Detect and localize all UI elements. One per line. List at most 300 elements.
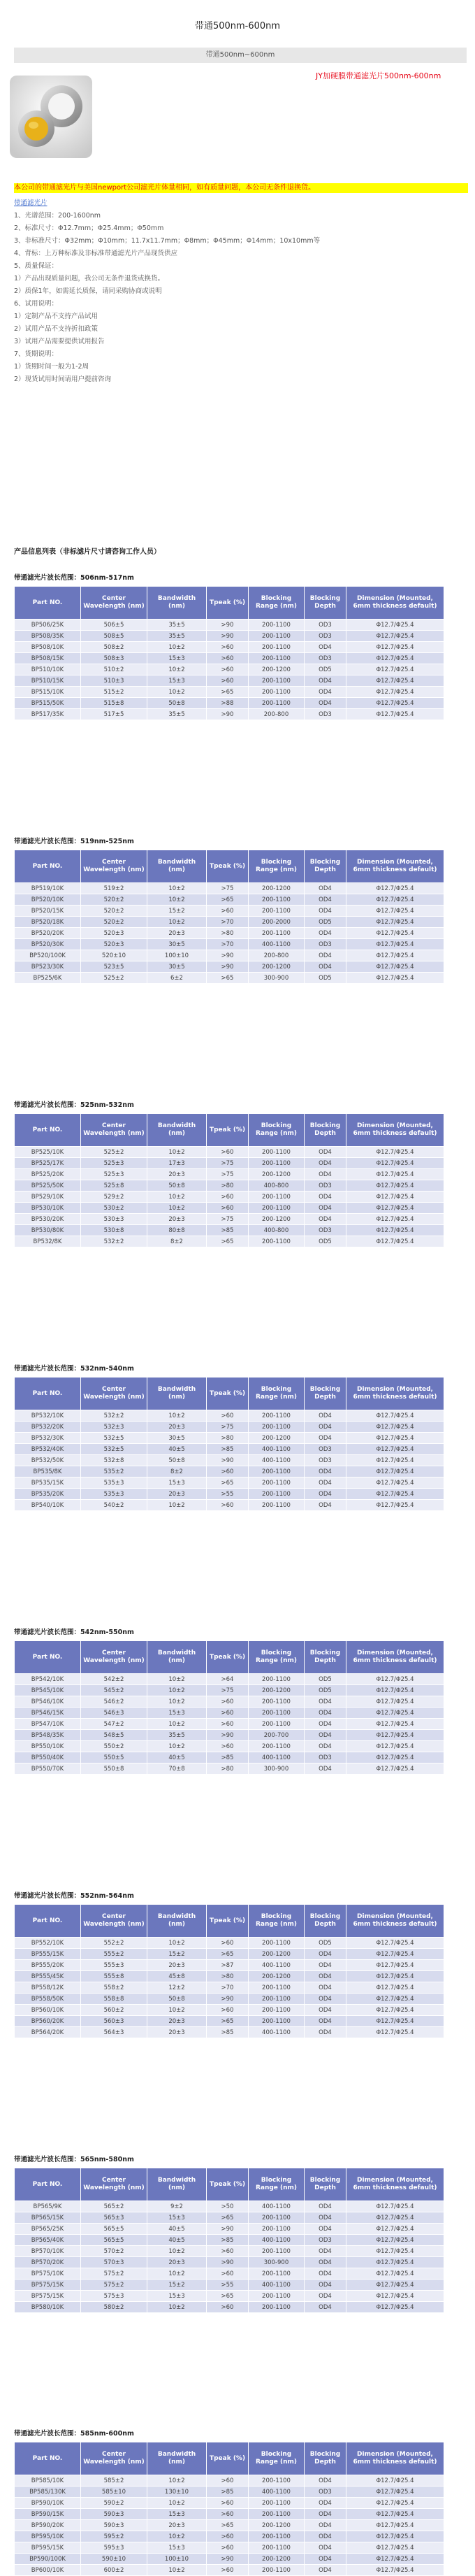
- table-cell: 10±2: [147, 883, 207, 894]
- spec-line: 7、货期说明：: [14, 350, 59, 358]
- table-cell: BP555/15K: [15, 1949, 81, 1960]
- table-cell: OD3: [305, 939, 346, 950]
- table-cell: OD4: [305, 1433, 346, 1444]
- table-cell: >88: [207, 698, 249, 709]
- table-row: [15, 1500, 444, 1511]
- table-cell: Φ12.7/Φ25.4: [346, 1696, 444, 1708]
- table-cell: Φ12.7/Φ25.4: [346, 675, 444, 687]
- table-cell: BP585/10K: [15, 2475, 81, 2486]
- table-row: [15, 1444, 444, 1455]
- table-header-row: [15, 1114, 444, 1147]
- table-cell: OD4: [305, 883, 346, 894]
- table-cell: 200-1100: [249, 2565, 305, 2576]
- table-cell: OD4: [305, 2531, 346, 2542]
- table-row: [15, 631, 444, 642]
- column-header: Tpeak (%): [207, 1114, 249, 1147]
- table-cell: 35±5: [147, 631, 207, 642]
- table-cell: >75: [207, 1214, 249, 1225]
- table-cell: BP530/20K: [15, 1214, 81, 1225]
- table-cell: 519±2: [81, 883, 147, 894]
- table-cell: BP590/20K: [15, 2520, 81, 2531]
- table-cell: BP560/20K: [15, 2016, 81, 2027]
- table-cell: 525±3: [81, 1169, 147, 1180]
- table-cell: 15±2: [147, 1949, 207, 1960]
- table-cell: 10±2: [147, 2005, 207, 2016]
- table-cell: BP532/8K: [15, 1236, 81, 1247]
- table-cell: 20±3: [147, 2520, 207, 2531]
- table-cell: BP520/20K: [15, 928, 81, 939]
- table-cell: BP506/25K: [15, 620, 81, 631]
- column-header: Dimension (Mounted, 6mm thickness default): [346, 1114, 444, 1147]
- table-cell: BP595/15K: [15, 2542, 81, 2554]
- table-cell: 558±2: [81, 1982, 147, 1994]
- table-cell: 200-1100: [249, 2475, 305, 2486]
- product-section: [14, 1098, 444, 1247]
- table-cell: 200-1200: [249, 1169, 305, 1180]
- table-cell: Φ12.7/Φ25.4: [346, 2291, 444, 2302]
- table-header-row: [15, 1905, 444, 1938]
- table-cell: Φ12.7/Φ25.4: [346, 2212, 444, 2224]
- table-cell: 400-800: [249, 1225, 305, 1236]
- column-header: Blocking Range (nm): [249, 1114, 305, 1147]
- table-cell: 100±10: [147, 950, 207, 961]
- table-cell: 200-1100: [249, 1192, 305, 1203]
- table-row: [15, 2005, 444, 2016]
- table-cell: >80: [207, 1763, 249, 1775]
- table-row: [15, 1169, 444, 1180]
- table-cell: 200-800: [249, 950, 305, 961]
- column-header: Blocking Range (nm): [249, 2168, 305, 2201]
- table-cell: OD4: [305, 2302, 346, 2313]
- table-cell: 555±3: [81, 1960, 147, 1971]
- table-cell: 600±2: [81, 2565, 147, 2576]
- table-cell: 506±5: [81, 620, 147, 631]
- spec-line: 3、非标准尺寸：Φ32mm；Φ10mm；11.7x11.7mm；Φ8mm；Φ45mm；Φ14mm；10x10mm等: [14, 237, 321, 245]
- table-cell: 10±2: [147, 2246, 207, 2257]
- table-cell: >60: [207, 1719, 249, 1730]
- spec-heading[interactable]: 带通滤光片: [14, 199, 48, 207]
- table-cell: 532±5: [81, 1444, 147, 1455]
- table-cell: Φ12.7/Φ25.4: [346, 1444, 444, 1455]
- table-cell: Φ12.7/Φ25.4: [346, 1500, 444, 1511]
- table-row: [15, 950, 444, 961]
- table-cell: 200-1200: [249, 1214, 305, 1225]
- table-row: [15, 675, 444, 687]
- table-cell: 400-1100: [249, 2027, 305, 2038]
- table-cell: BP542/10K: [15, 1674, 81, 1685]
- table-row: [15, 1696, 444, 1708]
- table-cell: Φ12.7/Φ25.4: [346, 1674, 444, 1685]
- table-row: [15, 2257, 444, 2268]
- table-cell: Φ12.7/Φ25.4: [346, 1763, 444, 1775]
- table-row: [15, 687, 444, 698]
- table-cell: 200-1100: [249, 1158, 305, 1169]
- table-cell: >90: [207, 709, 249, 720]
- table-cell: 520±3: [81, 939, 147, 950]
- table-cell: BP508/15K: [15, 653, 81, 664]
- table-cell: 590±3: [81, 2520, 147, 2531]
- column-header: Bandwidth (nm): [147, 587, 207, 620]
- table-cell: 565±5: [81, 2224, 147, 2235]
- table-row: [15, 1685, 444, 1696]
- table-row: [15, 2027, 444, 2038]
- column-header: Tpeak (%): [207, 1905, 249, 1938]
- table-cell: BP532/40K: [15, 1444, 81, 1455]
- table-cell: 585±2: [81, 2475, 147, 2486]
- table-cell: Φ12.7/Φ25.4: [346, 1685, 444, 1696]
- table-cell: BP519/10K: [15, 883, 81, 894]
- table-cell: OD4: [305, 1960, 346, 1971]
- table-cell: 200-1100: [249, 2542, 305, 2554]
- table-cell: OD4: [305, 2475, 346, 2486]
- table-cell: Φ12.7/Φ25.4: [346, 631, 444, 642]
- product-section: [14, 2426, 444, 2576]
- table-cell: OD5: [305, 1685, 346, 1696]
- table-cell: Φ12.7/Φ25.4: [346, 2235, 444, 2246]
- table-cell: BP558/50K: [15, 1994, 81, 2005]
- table-cell: 552±2: [81, 1938, 147, 1949]
- table-cell: 515±2: [81, 687, 147, 698]
- table-cell: >50: [207, 2201, 249, 2212]
- table-cell: Φ12.7/Φ25.4: [346, 2498, 444, 2509]
- table-cell: Φ12.7/Φ25.4: [346, 1949, 444, 1960]
- table-cell: >65: [207, 894, 249, 906]
- product-section: [14, 1889, 444, 2038]
- table-cell: 548±5: [81, 1730, 147, 1741]
- table-cell: Φ12.7/Φ25.4: [346, 1192, 444, 1203]
- table-cell: >90: [207, 631, 249, 642]
- table-cell: Φ12.7/Φ25.4: [346, 709, 444, 720]
- table-cell: Φ12.7/Φ25.4: [346, 1236, 444, 1247]
- table-cell: OD4: [305, 1696, 346, 1708]
- table-cell: OD3: [305, 1225, 346, 1236]
- table-cell: OD3: [305, 2486, 346, 2498]
- table-row: [15, 2542, 444, 2554]
- table-cell: BP525/20K: [15, 1169, 81, 1180]
- table-cell: >55: [207, 2280, 249, 2291]
- spec-line: 6、试用说明：: [14, 300, 59, 308]
- table-cell: OD4: [305, 1422, 346, 1433]
- table-cell: 200-1100: [249, 928, 305, 939]
- table-cell: 200-1100: [249, 906, 305, 917]
- column-header: Dimension (Mounted, 6mm thickness default): [346, 1378, 444, 1410]
- table-cell: 575±2: [81, 2268, 147, 2280]
- table-cell: 530±8: [81, 1225, 147, 1236]
- column-header: Tpeak (%): [207, 587, 249, 620]
- table-header-row: [15, 1641, 444, 1674]
- table-cell: 17±3: [147, 1158, 207, 1169]
- table-cell: >90: [207, 1730, 249, 1741]
- table-cell: BP535/15K: [15, 1477, 81, 1489]
- table-cell: OD4: [305, 894, 346, 906]
- table-cell: 20±3: [147, 1960, 207, 1971]
- column-header: Center Wavelength (nm): [81, 2442, 147, 2475]
- table-cell: 520±2: [81, 894, 147, 906]
- table-cell: BP590/100K: [15, 2554, 81, 2565]
- table-cell: >65: [207, 973, 249, 984]
- table-cell: >75: [207, 1685, 249, 1696]
- product-hero: [0, 70, 475, 175]
- product-section: [14, 1625, 444, 1775]
- spec-line: 1）产品出现质量问题，我公司无条件退货或换货。: [14, 275, 165, 282]
- table-row: [15, 2235, 444, 2246]
- table-cell: OD5: [305, 973, 346, 984]
- table-cell: 200-1100: [249, 2224, 305, 2235]
- table-cell: >60: [207, 2498, 249, 2509]
- table-cell: 200-1100: [249, 675, 305, 687]
- table-cell: BP535/20K: [15, 1489, 81, 1500]
- table-row: [15, 883, 444, 894]
- column-header: Center Wavelength (nm): [81, 850, 147, 883]
- product-table: [14, 1113, 444, 1247]
- table-cell: 546±3: [81, 1708, 147, 1719]
- table-cell: 20±3: [147, 2016, 207, 2027]
- table-cell: OD4: [305, 2005, 346, 2016]
- table-cell: 575±3: [81, 2291, 147, 2302]
- table-cell: Φ12.7/Φ25.4: [346, 917, 444, 928]
- table-cell: OD4: [305, 1410, 346, 1422]
- table-cell: >60: [207, 653, 249, 664]
- table-cell: >60: [207, 2509, 249, 2520]
- spec-line: 2）质保1年，如需延长质保，请同采购协商或说明: [14, 287, 162, 295]
- table-cell: Φ12.7/Φ25.4: [346, 1730, 444, 1741]
- table-cell: 200-1100: [249, 1203, 305, 1214]
- spec-line: 5、质量保证：: [14, 262, 59, 270]
- table-cell: 200-1200: [249, 2554, 305, 2565]
- table-cell: 200-1200: [249, 2520, 305, 2531]
- table-cell: OD4: [305, 2016, 346, 2027]
- table-cell: BP558/12K: [15, 1982, 81, 1994]
- table-cell: Φ12.7/Φ25.4: [346, 2565, 444, 2576]
- table-row: [15, 2475, 444, 2486]
- table-cell: 200-1100: [249, 698, 305, 709]
- table-cell: >80: [207, 1971, 249, 1982]
- table-cell: OD4: [305, 906, 346, 917]
- table-cell: BP525/6K: [15, 973, 81, 984]
- table-cell: >90: [207, 950, 249, 961]
- table-cell: OD4: [305, 2498, 346, 2509]
- table-cell: 35±5: [147, 620, 207, 631]
- table-cell: Φ12.7/Φ25.4: [346, 687, 444, 698]
- product-table: [14, 850, 444, 984]
- table-cell: BP520/15K: [15, 906, 81, 917]
- table-cell: 400-1100: [249, 2201, 305, 2212]
- table-cell: 15±3: [147, 653, 207, 664]
- table-cell: OD4: [305, 2542, 346, 2554]
- table-cell: >80: [207, 928, 249, 939]
- table-cell: Φ12.7/Φ25.4: [346, 1752, 444, 1763]
- table-cell: 20±3: [147, 1169, 207, 1180]
- table-cell: Φ12.7/Φ25.4: [346, 1971, 444, 1982]
- table-cell: BP523/30K: [15, 961, 81, 973]
- table-cell: BP520/18K: [15, 917, 81, 928]
- table-cell: >75: [207, 1422, 249, 1433]
- table-cell: 20±3: [147, 928, 207, 939]
- table-cell: 400-1100: [249, 1752, 305, 1763]
- table-cell: 542±2: [81, 1674, 147, 1685]
- table-cell: 508±2: [81, 642, 147, 653]
- table-cell: 200-1100: [249, 2016, 305, 2027]
- table-cell: 508±3: [81, 653, 147, 664]
- table-cell: 10±2: [147, 1674, 207, 1685]
- product-section: [14, 571, 444, 720]
- column-header: Dimension (Mounted, 6mm thickness default): [346, 1905, 444, 1938]
- table-cell: 15±3: [147, 2509, 207, 2520]
- table-cell: >85: [207, 1444, 249, 1455]
- table-cell: >60: [207, 2268, 249, 2280]
- table-cell: BP575/15K: [15, 2280, 81, 2291]
- table-cell: 575±2: [81, 2280, 147, 2291]
- table-cell: 585±10: [81, 2486, 147, 2498]
- table-cell: OD3: [305, 1180, 346, 1192]
- table-cell: BP552/10K: [15, 1938, 81, 1949]
- hero-caption: JY加硬膜带通滤光片500nm-600nm: [316, 71, 441, 80]
- table-cell: 590±2: [81, 2498, 147, 2509]
- table-cell: 520±2: [81, 917, 147, 928]
- table-row: [15, 1180, 444, 1192]
- spec-line: 4、背标：上万种标准及非标准带通滤光片产品现货供应: [14, 250, 178, 257]
- table-cell: OD4: [305, 950, 346, 961]
- table-cell: OD4: [305, 1214, 346, 1225]
- table-cell: OD4: [305, 1708, 346, 1719]
- table-cell: 10±2: [147, 1938, 207, 1949]
- table-cell: OD4: [305, 2201, 346, 2212]
- table-cell: 560±2: [81, 2005, 147, 2016]
- table-cell: BP545/10K: [15, 1685, 81, 1696]
- table-cell: >60: [207, 1500, 249, 1511]
- table-cell: 200-1100: [249, 1982, 305, 1994]
- table-row: [15, 2498, 444, 2509]
- table-cell: OD4: [305, 1741, 346, 1752]
- column-header: Blocking Range (nm): [249, 1641, 305, 1674]
- table-row: [15, 1994, 444, 2005]
- table-cell: Φ12.7/Φ25.4: [346, 2531, 444, 2542]
- table-row: [15, 1466, 444, 1477]
- table-cell: 200-1100: [249, 1422, 305, 1433]
- table-cell: Φ12.7/Φ25.4: [346, 2280, 444, 2291]
- table-cell: 80±8: [147, 1225, 207, 1236]
- table-cell: Φ12.7/Φ25.4: [346, 1477, 444, 1489]
- table-cell: BP575/15K: [15, 2291, 81, 2302]
- products-heading: 产品信息列表（非标滤片尺寸请咨询工作人员）: [14, 548, 161, 556]
- table-cell: 20±3: [147, 2027, 207, 2038]
- table-cell: BP565/9K: [15, 2201, 81, 2212]
- table-cell: BP565/15K: [15, 2212, 81, 2224]
- table-cell: 590±3: [81, 2509, 147, 2520]
- table-cell: >60: [207, 2005, 249, 2016]
- table-cell: 545±2: [81, 1685, 147, 1696]
- column-header: Dimension (Mounted, 6mm thickness default): [346, 850, 444, 883]
- table-row: [15, 2212, 444, 2224]
- table-cell: 400-1100: [249, 1444, 305, 1455]
- table-cell: Φ12.7/Φ25.4: [346, 620, 444, 631]
- table-cell: >60: [207, 2531, 249, 2542]
- table-cell: Φ12.7/Φ25.4: [346, 2224, 444, 2235]
- table-cell: OD4: [305, 1994, 346, 2005]
- table-cell: 200-1100: [249, 2212, 305, 2224]
- table-cell: 100±10: [147, 2554, 207, 2565]
- table-cell: Φ12.7/Φ25.4: [346, 2475, 444, 2486]
- table-cell: 400-1100: [249, 939, 305, 950]
- table-cell: OD4: [305, 1719, 346, 1730]
- table-cell: Φ12.7/Φ25.4: [346, 961, 444, 973]
- table-cell: 15±3: [147, 2291, 207, 2302]
- table-cell: BP517/35K: [15, 709, 81, 720]
- table-cell: BP550/70K: [15, 1763, 81, 1775]
- table-row: [15, 2224, 444, 2235]
- table-cell: BP590/15K: [15, 2509, 81, 2520]
- table-cell: 10±2: [147, 664, 207, 675]
- table-cell: 200-1100: [249, 1741, 305, 1752]
- table-cell: >60: [207, 1410, 249, 1422]
- table-cell: >60: [207, 1696, 249, 1708]
- table-cell: >87: [207, 1960, 249, 1971]
- column-header: Part NO.: [15, 1905, 81, 1938]
- table-row: [15, 2486, 444, 2498]
- table-row: [15, 917, 444, 928]
- table-cell: 595±3: [81, 2542, 147, 2554]
- table-cell: 20±3: [147, 2257, 207, 2268]
- table-cell: 200-1100: [249, 1466, 305, 1477]
- column-header: Center Wavelength (nm): [81, 2168, 147, 2201]
- table-cell: 200-1100: [249, 1696, 305, 1708]
- table-cell: >70: [207, 939, 249, 950]
- table-cell: BP570/20K: [15, 2257, 81, 2268]
- table-cell: 10±2: [147, 642, 207, 653]
- table-row: [15, 939, 444, 950]
- table-cell: >65: [207, 1477, 249, 1489]
- table-cell: >85: [207, 1225, 249, 1236]
- table-cell: 570±2: [81, 2246, 147, 2257]
- table-cell: OD4: [305, 1730, 346, 1741]
- table-cell: 508±5: [81, 631, 147, 642]
- table-cell: 10±2: [147, 894, 207, 906]
- table-cell: >60: [207, 642, 249, 653]
- table-cell: 520±10: [81, 950, 147, 961]
- table-row: [15, 961, 444, 973]
- table-cell: OD3: [305, 709, 346, 720]
- table-cell: BP547/10K: [15, 1719, 81, 1730]
- table-cell: BP508/35K: [15, 631, 81, 642]
- table-row: [15, 709, 444, 720]
- table-cell: >60: [207, 1741, 249, 1752]
- table-cell: 200-1200: [249, 883, 305, 894]
- table-cell: Φ12.7/Φ25.4: [346, 950, 444, 961]
- table-row: [15, 973, 444, 984]
- table-cell: 10±2: [147, 1719, 207, 1730]
- table-cell: BP515/10K: [15, 687, 81, 698]
- table-cell: OD4: [305, 1500, 346, 1511]
- spec-line: 2）试用产品不支持折扣政策: [14, 325, 98, 333]
- table-row: [15, 1455, 444, 1466]
- table-cell: 10±2: [147, 2498, 207, 2509]
- table-cell: OD4: [305, 1466, 346, 1477]
- table-cell: OD4: [305, 1192, 346, 1203]
- table-cell: 35±5: [147, 1730, 207, 1741]
- table-row: [15, 1214, 444, 1225]
- table-cell: 200-1100: [249, 631, 305, 642]
- table-cell: >80: [207, 1180, 249, 1192]
- table-cell: 20±3: [147, 1489, 207, 1500]
- table-cell: Φ12.7/Φ25.4: [346, 698, 444, 709]
- table-cell: >60: [207, 2475, 249, 2486]
- table-cell: Φ12.7/Φ25.4: [346, 973, 444, 984]
- table-cell: OD3: [305, 620, 346, 631]
- table-cell: 200-1100: [249, 2509, 305, 2520]
- column-header: Dimension (Mounted, 6mm thickness default): [346, 2442, 444, 2475]
- table-cell: 50±8: [147, 698, 207, 709]
- table-cell: 525±3: [81, 1158, 147, 1169]
